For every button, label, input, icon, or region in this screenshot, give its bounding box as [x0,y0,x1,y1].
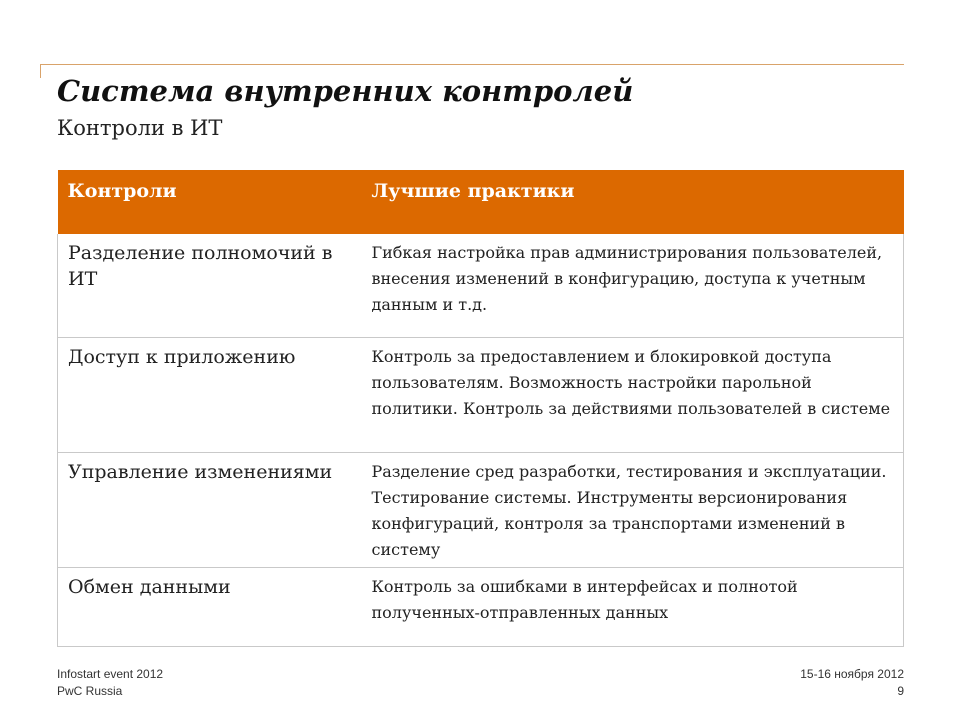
table-header-row [58,170,904,234]
top-rule [40,64,904,65]
page-number: 9 [897,684,904,698]
practice-cell: Контроль за ошибками в интерфейсах и полнотой полученных-отправленных данных [358,567,904,646]
practice-cell: Контроль за предоставлением и блокировкой доступа пользователям. Возможность настройки парольной политики. Контроль за действиями пользователей в системе [358,337,904,452]
footer-event: Infostart event 2012 [57,667,164,681]
header-best-practices: Лучшие практики [358,170,904,234]
table-row [58,337,904,452]
control-cell: Управление изменениями [58,452,358,567]
slide-subtitle: Контроли в ИТ [57,116,223,140]
footer-date: 15-16 ноября 2012 [800,667,904,681]
top-rule-tick [40,64,41,78]
control-cell: Обмен данными [58,567,358,646]
practice-cell: Гибкая настройка прав администрирования пользователей, внесения изменений в конфигурацию, доступа к учетным данным и т.д. [358,234,904,337]
controls-table [57,170,904,647]
footer-company: PwC Russia [57,684,123,698]
control-cell: Разделение полномочий в ИТ [58,234,358,337]
footer-right [800,666,904,700]
practice-cell: Разделение сред разработки, тестирования и эксплуатации. Тестирование системы. Инструменты версионирования конфигураций, контроля за транспортами изменений в систему [358,452,904,567]
slide-title: Система внутренних контролей [57,74,634,108]
header-controls: Контроли [58,170,358,234]
table-row [58,567,904,646]
control-cell: Доступ к приложению [58,337,358,452]
table-row [58,234,904,337]
footer-left [57,666,163,700]
table-row [58,452,904,567]
